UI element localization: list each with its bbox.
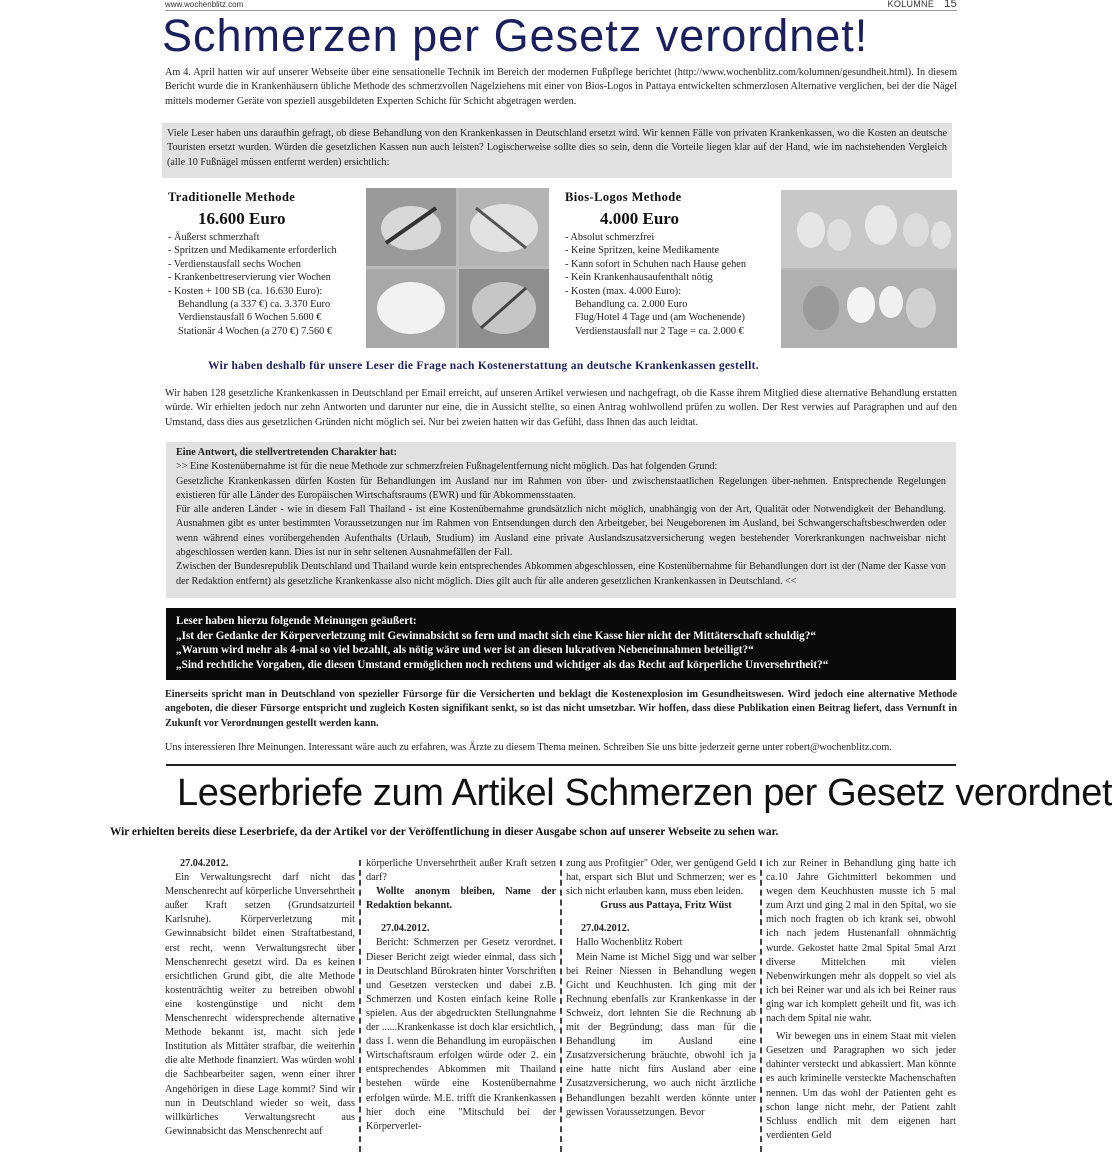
letter-text: zung aus Profitgier" Oder, wer genügend Geld hat, erspart sich Blut und Schmerzen; wer es sich nicht erlauben kann, muss eben leiden. <box>566 858 756 898</box>
answer-box <box>166 442 956 598</box>
website-url: www.wochenblitz.com <box>165 0 244 9</box>
list-item: - Kosten + 100 SB (ca. 16.630 Euro): <box>168 285 323 297</box>
contact-paragraph: Wir haben 128 gesetzliche Krankenkassen in Deutschland per Email erreicht, auf unseren Artikel verwiesen und nachgefragt, ob die Kasse ihrem Mitglied diese alternative Behandlung erstatten würde. Wir erhielten jedoch nur zehn Antworten und darunter nur eine, die in Aussicht stellte, so einen Antrag wohlwollend prüfen zu wollen. Der Rest verwies auf Paragraphen und auf den Umstand, dass dies aus gesetzlichen Gründen nicht möglich sei. Nur bei zweien hatten wir das Gefühl, dass Ihnen das auch leidtat. <box>165 388 957 428</box>
column-divider <box>760 860 762 1152</box>
letter-date: 27.04.2012. <box>381 923 430 935</box>
list-item: - Kosten (max. 4.000 Euro): <box>565 285 682 297</box>
opinion-quote: „Sind rechtliche Vorgaben, die diesen Umstand ermöglichen noch rechtens und wichtiger als das Recht auf körperliche Unversehrtheit?“ <box>176 658 829 671</box>
letter-text: Ein Verwaltungsrecht darf nicht das Menschenrecht auf körperliche Unversehrtheit außer Kraft setzen (Grundsatzurteil Karlsruhe). Körperverletzung mit Gewinnabsicht bildet einen Straftatbestand, erst recht, wenn Verwaltungsrecht über Menschenrecht gesetzt wird. Da es keinen ersichtlichen Grund gibt, die alte Methode kostenträchtig weiter zu betreiben obwohl eine kostengünstige und nicht dem Menschenrecht widersprechende alternative Methode bekannt ist, macht sich jede Institution als Mittäter strafbar, die weiterhin die alte Methode finanziert. Was würden wohl die Sachbearbeiter sagen, wenn einer ihrer Angehörigen in diese Lage kommt? Sind wir nun in Deutschland wieder so weit, dass willkürliches Verwaltungsrecht aus Gewinnabsicht das Menschenrecht auf <box>165 872 355 1137</box>
letter-column-3 <box>566 857 756 1152</box>
letter-date: 27.04.2012. <box>180 858 229 869</box>
traditional-list <box>168 231 358 338</box>
conclusion-paragraph: Einerseits spricht man in Deutschland von spezieller Fürsorge für die Versicherten und beklagt die Kostenexplosion im Gesundheitswesen. Wird jedoch eine alternative Methode angeboten, die dieser Fürsorge entspricht und zugleich Kosten signifikant senkt, so ist das nicht umsetzbar. Wir hoffen, dass diese Publikation einen Beitrag liefert, dass Vernunft in Zukunft vor Verordnungen gestellt werden kann. <box>165 689 957 729</box>
letter-text: körperliche Unversehrtheit außer Kraft setzen darf? <box>366 858 556 884</box>
letter-column-4 <box>766 857 956 1152</box>
bioslogos-price: 4.000 Euro <box>600 209 680 228</box>
opinion-quote: „Ist der Gedanke der Körperverletzung mit Gewinnabsicht so fern und macht sich eine Kasse hier nicht der Mittäterschaft schuldig?“ <box>176 629 816 642</box>
bioslogos-method <box>565 190 780 338</box>
letter-signature: Wollte anonym bleiben, Name der Redaktion bekannt. <box>366 886 556 912</box>
traditional-price: 16.600 Euro <box>198 209 286 228</box>
list-item: Flug/Hotel 4 Tage und (am Wochenende) <box>575 312 745 324</box>
section-label: KOLUMNE <box>887 0 935 9</box>
opinions-box <box>166 608 956 680</box>
article-title: Schmerzen per Gesetz verordnet! <box>162 10 869 61</box>
letter-date: 27.04.2012. <box>581 923 630 935</box>
list-item: - Absolut schmerzfrei <box>565 232 655 243</box>
letter-column-1 <box>165 857 355 1152</box>
letter-signature: Gruss aus Pattaya, Fritz Wüst <box>600 900 732 912</box>
list-item: Behandlung ca. 2.000 Euro <box>575 299 688 311</box>
list-item: - Kein Krankenhausaufenthalt nötig <box>565 272 713 284</box>
traditional-method <box>168 190 358 338</box>
letters-title: Leserbriefe zum Artikel Schmerzen per Gesetz verordnet <box>177 772 1112 814</box>
letter-text: Mein Name ist Michel Sigg und war selber bei Reiner Niessen in Behandlung wegen Gicht und Keuchhusten. Ich ging mit der Rechnung ebenfalls zur Krankenkasse in der Schweiz, dort lehnten Sie die Rechnung ab mit der Begründung; dass man für die Behandlung im Ausland eine Zusatzversicherung bräuchte, obwohl ich ja eine hatte nicht fürs Ausland aber eine Zusatzversicherung, wo auch nicht ärztliche Behandlungen bezahlt werden könnte unter gewissen Voraussetzungen. Bevor <box>566 951 756 1118</box>
letter-text: Bericht: Schmerzen per Gesetz verordnet. Dieser Bericht zeigt wieder einmal, dass sich in Deutschland Bürokraten hinter Vorschriften und Gesetzen verstecken und dabei z.B. Schmerzen und Kosten einfach keine Rolle spielen. Aus der abgedruckten Stellungnahme der ......Krankenkasse ist doch klar ersichtlich, dass 1. wenn die Behandlung im europäischen Wirtschaftsraum erfolgen würde oder 2. ein entsprechendes Abkommen mit Thailand bestehen würde eine Kostenübernahme erfolgen würde. M.E. trifft die Krankenkassen hier doch eine "Mitschuld bei der Körperverlet- <box>366 937 556 1132</box>
list-item: - Verdienstausfall sechs Wochen <box>168 258 301 270</box>
letter-greeting: Hallo Wochenblitz Robert <box>576 937 683 949</box>
letter-column-2 <box>366 857 556 1152</box>
question-box <box>162 123 952 178</box>
list-item: - Spritzen und Medikamente erforderlich <box>168 245 337 257</box>
bioslogos-heading: Bios-Logos Methode <box>565 190 682 204</box>
closing-paragraph: Uns interessieren Ihre Meinungen. Interessant wäre auch zu erfahren, was Ärzte zu diesem Thema meinen. Schreiben Sie uns bitte jederzeit gerne unter robert@wochenblitz.com. <box>165 742 892 753</box>
list-item: Stationär 4 Wochen (a 270 €) 7.560 € <box>178 325 332 337</box>
column-divider <box>560 860 562 1152</box>
opinion-quote: „Warum wird mehr als 4-mal so viel bezahlt, als nötig wäre und wer ist an diesen lukrativen Nebeneinnahmen beteiligt?“ <box>176 644 754 657</box>
column-divider <box>359 860 361 1152</box>
feet-photo <box>781 190 957 348</box>
list-item: Verdienstausfall 6 Wochen 5.600 € <box>178 312 322 324</box>
list-item: - Keine Spritzen, keine Medikamente <box>565 245 720 257</box>
list-item: - Kann sofort in Schuhen nach Hause gehen <box>565 258 746 270</box>
section-divider <box>166 764 956 766</box>
section-heading: Wir haben deshalb für unsere Leser die Frage nach Kostenerstattung an deutsche Krankenkassen gestellt. <box>208 360 759 372</box>
surgery-photo-graphic <box>366 188 549 348</box>
feet-photo-graphic <box>781 190 957 348</box>
page-number: 15 <box>944 0 957 10</box>
answer-line: Zwischen der Bundesrepublik Deutschland und Thailand wurde kein entsprechendes Abkommen abgeschlossen, eine Kostenübernahme für Behandlungen dort ist der (Name der Kasse von der Redaktion entfernt) als gesetzliche Krankenkasse also nicht möglich. Dies gilt auch für alle anderen gesetzlichen Krankenkassen in Deutschland. << <box>176 561 946 587</box>
question-text: Viele Leser haben uns daraufhin gefragt, ob diese Behandlung von den Krankenkassen in Deutschland ersetzt wird. Wir kennen Fälle von privaten Krankenkassen, wo die Kosten an deutsche Touristen ersetzt wurden. Würden die gesetzlichen Kassen nun auch leisten? Logischerweise sollte dies so sein, denn die Vorteile liegen klar auf der Hand, wie im nachstehenden Vergleich (alle 10 Fußnägel müssen entfernt werden) ersichtlich: <box>167 128 947 168</box>
answer-line: Gesetzliche Krankenkassen dürfen Kosten für Behandlungen im Ausland nur im Rahmen von über- und zwischenstaatlichen Regelungen über-nehmen. Entsprechende Regelungen existieren für alle Länder des Europäischen Wirtschaftsraums (EWR) und für Abkommensstaaten. <box>176 475 946 501</box>
letters-intro: Wir erhielten bereits diese Leserbriefe, da der Artikel vor der Veröffentlichung in dieser Ausgabe schon auf unserer Webseite zu sehen war. <box>110 826 779 838</box>
bioslogos-list <box>565 231 780 338</box>
traditional-heading: Traditionelle Methode <box>168 190 296 204</box>
surgery-photo <box>366 188 549 348</box>
list-item: Verdienstausfall nur 2 Tage = ca. 2.000 € <box>575 325 744 337</box>
letter-text: ich zur Reiner in Behandlung ging hatte ich ca.10 Jahre Gichtmitterl bekommen und wegen dem Keuchhusten musste ich 5 mal zum Arzt und ging 2 mal in den Spital, wo sie mich noch fragten ob ich krank sei, obwohl ich nach jedem Hustenanfall ohnmächtig wurde. Gekostet hatte 2mal Spital 5mal Arzt diverse Mittelchen mit vielen Nebenwirkungen mehr als doppelt so viel als ich bei Reiner war und als ich bei Reiner raus ging war ich komplett geheilt und fit, was ich nach dem Spital nie wahr. <box>766 858 956 1025</box>
list-item: Behandlung (a 337 €) ca. 3.370 Euro <box>178 299 331 311</box>
list-item: - Äußerst schmerzhaft <box>168 232 260 243</box>
answer-line: >> Eine Kostenübernahme ist für die neue Methode zur schmerzfreien Fußnagelentfernung nicht möglich. Das hat folgenden Grund: <box>176 461 718 473</box>
intro-paragraph: Am 4. April hatten wir auf unserer Webseite über eine sensationelle Technik im Bereich der modernen Fußpflege berichtet (http://www.wochenblitz.com/kolumnen/gesundheit.html). In diesem Bericht wurde die in Krankenhäusern übliche Methode des schmerzvollen Nagelziehens mit einer von Bios-Logos in Pattaya entwickelten schmerzlosen Alternative verglichen, bei der die Nägel mittels moderner Geräte von speziell ausgebildeten Experten Schicht für Schicht abgetragen werden. <box>165 67 957 107</box>
letter-text: Wir bewegen uns in einem Staat mit vielen Gesetzen und Paragraphen wo sich jeder dahinter versteckt und abkassiert. Man könnte es auch kriminelle versteckte Machenschaften nennen. Um das wohl der Patienten geht es schon lange nicht mehr, der Patient zahlt Schluss endlich mit dem eigenen hart verdienten Geld <box>766 1031 956 1141</box>
opinions-heading: Leser haben hierzu folgende Meinungen geäußert: <box>176 615 417 627</box>
answer-line: Für alle anderen Länder - wie in diesem Fall Thailand - ist eine Kostenübernahme grundsätzlich nicht möglich, unabhängig von der Art, Qualität oder Notwendigkeit der Behandlung. Ausnahmen gibt es unter bestimmten Voraussetzungen nur im Rahmen von Entsendungen durch den Arbeitgeber, bei Neugeborenen im Ausland, bei Schwangerschaftsbeschwerden oder wenn während eines vorübergehenden Aufenthalts (Urlaub, Studium) im Ausland eine private Auslandszusatzversicherung wegen bestehender Vorerkrankungen nachweisbar nicht abgeschlossen werden kann. Dies ist nur in sehr seltenen Ausnahmefällen der Fall. <box>176 504 946 559</box>
list-item: - Krankenbettreservierung vier Wochen <box>168 272 331 284</box>
answer-heading: Eine Antwort, die stellvertretenden Charakter hat: <box>176 447 397 458</box>
